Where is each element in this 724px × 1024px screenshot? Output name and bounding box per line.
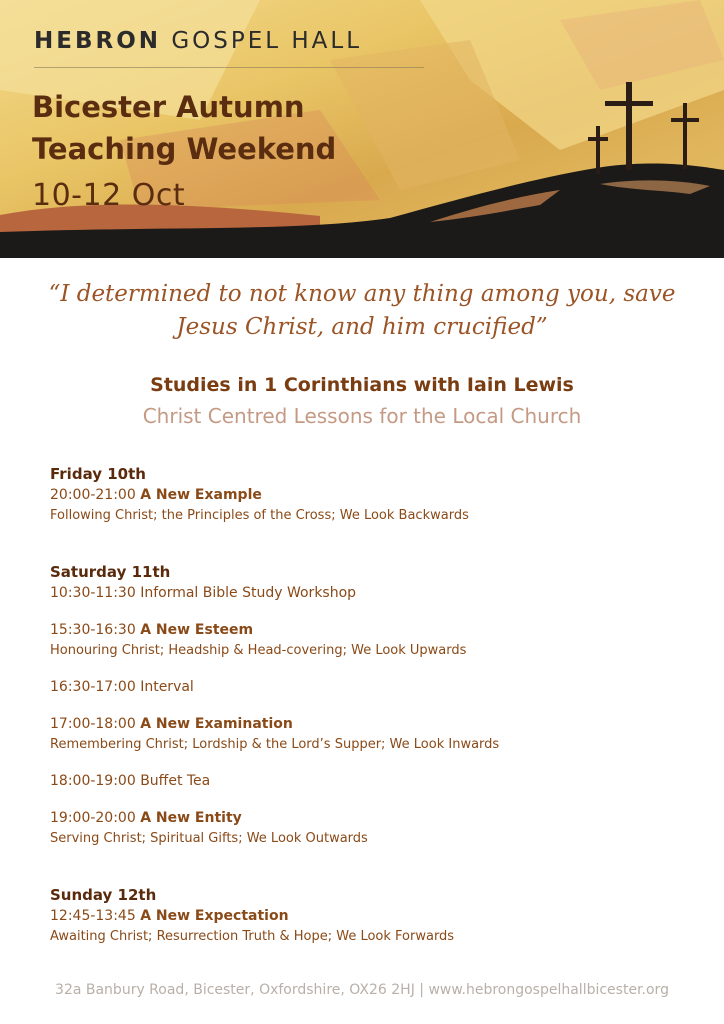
session-description: Following Christ; the Principles of the Cross; We Look Backwards bbox=[50, 508, 469, 523]
studies-subheading: Christ Centred Lessons for the Local Church bbox=[142, 404, 582, 428]
session-title: A New Examination bbox=[140, 716, 293, 732]
session-time: 15:30-16:30 bbox=[50, 622, 136, 638]
session-line bbox=[50, 771, 690, 792]
session-line bbox=[50, 620, 690, 641]
session-title: Informal Bible Study Workshop bbox=[140, 585, 357, 601]
session-time: 10:30-11:30 bbox=[50, 585, 136, 601]
session-description: Serving Christ; Spiritual Gifts; We Look Outwards bbox=[50, 831, 368, 846]
session-time: 16:30-17:00 bbox=[50, 679, 136, 695]
event-title: Bicester Autumn Teaching Weekend bbox=[32, 90, 337, 166]
session-time: 20:00-21:00 bbox=[50, 487, 136, 503]
org-name-light: GOSPEL HALL bbox=[161, 28, 363, 54]
header-banner bbox=[0, 0, 724, 258]
session-line bbox=[50, 714, 690, 735]
organisation-name bbox=[34, 28, 362, 54]
session-line bbox=[50, 485, 690, 506]
session-title: Buffet Tea bbox=[140, 773, 211, 789]
org-name-strong: HEBRON bbox=[34, 28, 162, 54]
footer-address: 32a Banbury Road, Bicester, Oxfordshire, OX26 2HJ | www.hebrongospelhallbicester.org bbox=[55, 982, 669, 998]
day-heading-friday: Friday 10th bbox=[50, 465, 146, 483]
day-heading-sunday: Sunday 12th bbox=[50, 886, 157, 904]
session-title: A New Entity bbox=[140, 810, 242, 826]
scripture-quote: “I determined to not know any thing among you, save Jesus Christ, and him crucified” bbox=[48, 281, 676, 340]
header-divider bbox=[34, 67, 424, 68]
session-time: 12:45-13:45 bbox=[50, 908, 136, 924]
session-title: A New Esteem bbox=[140, 622, 254, 638]
session-line bbox=[50, 583, 690, 604]
session-title: A New Example bbox=[140, 487, 262, 503]
session-time: 18:00-19:00 bbox=[50, 773, 136, 789]
studies-heading: Studies in 1 Corinthians with Iain Lewis bbox=[150, 374, 574, 396]
session-time: 17:00-18:00 bbox=[50, 716, 136, 732]
session-time: 19:00-20:00 bbox=[50, 810, 136, 826]
session-title: A New Expectation bbox=[140, 908, 289, 924]
session-line bbox=[50, 906, 690, 927]
session-description: Honouring Christ; Headship & Head-covering; We Look Upwards bbox=[50, 643, 467, 658]
schedule bbox=[50, 464, 690, 947]
event-dates: 10-12 Oct bbox=[32, 178, 186, 213]
day-heading-saturday: Saturday 11th bbox=[50, 563, 171, 581]
session-title: Interval bbox=[140, 679, 194, 695]
session-description: Awaiting Christ; Resurrection Truth & Hope; We Look Forwards bbox=[50, 929, 455, 944]
session-line bbox=[50, 677, 690, 698]
session-description: Remembering Christ; Lordship & the Lord’s Supper; We Look Inwards bbox=[50, 737, 500, 752]
session-line bbox=[50, 808, 690, 829]
